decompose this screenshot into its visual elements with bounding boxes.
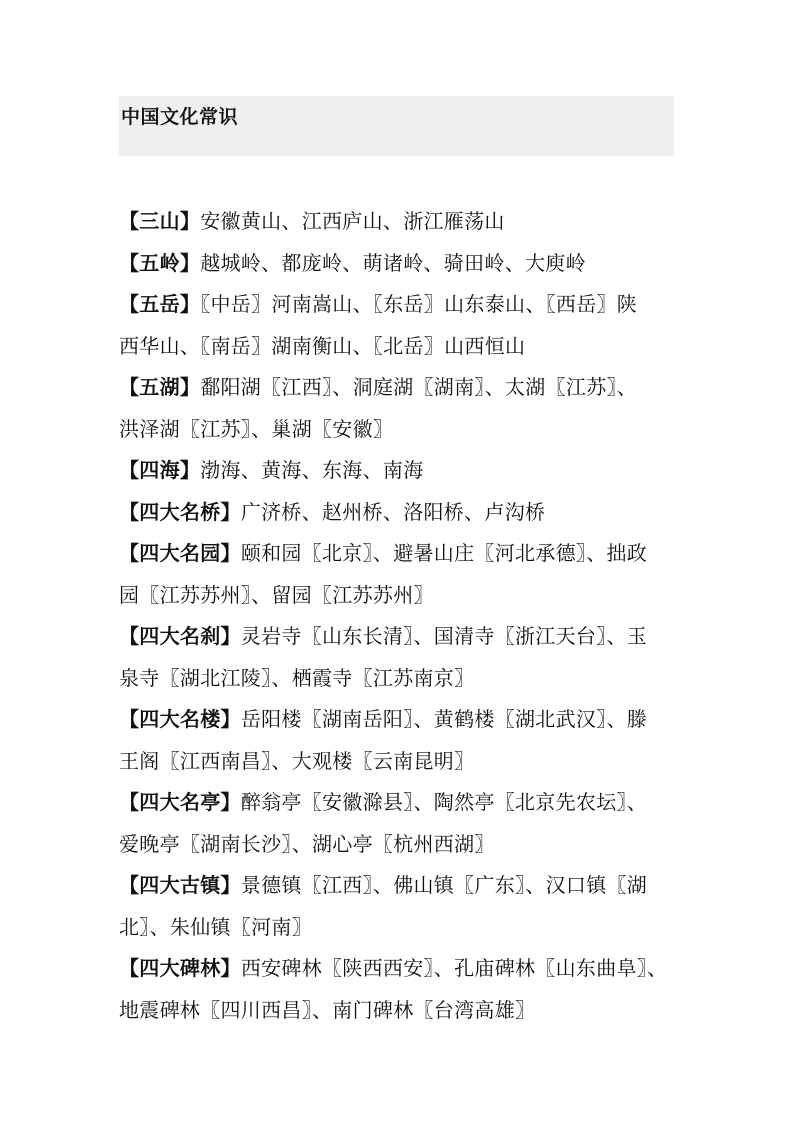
entry-label: 【五岭】 xyxy=(119,250,201,275)
entry-label: 【四大名亭】 xyxy=(119,790,241,814)
entry-label: 【四大名楼】 xyxy=(119,707,241,731)
entry-san-shan xyxy=(119,201,679,243)
entry-line-continued: 园〖江苏苏州〗、留园〖江苏苏州〗 xyxy=(119,582,434,607)
entry-line xyxy=(119,782,679,824)
entry-text: 渤海、黄海、东海、南海 xyxy=(200,458,424,482)
entry-line-continued: 爱晚亭〖湖南长沙〗、湖心亭〖杭州西湖〗 xyxy=(119,831,495,856)
entry-line-continued: 洪泽湖〖江苏〗、巢湖〖安徽〗 xyxy=(119,416,394,441)
entry-line xyxy=(119,492,679,534)
entry-line xyxy=(119,450,679,492)
entry-text: 鄱阳湖〖江西〗、洞庭湖〖湖南〗、太湖〖江苏〗、 xyxy=(200,375,638,399)
entry-text: 安徽黄山、江西庐山、浙江雁荡山 xyxy=(200,209,505,233)
entry-label: 【五岳】 xyxy=(119,292,201,316)
entry-line xyxy=(119,284,679,326)
entry-famous-towers xyxy=(119,699,679,782)
entry-line xyxy=(119,699,679,741)
entry-text: 岳阳楼〖湖南岳阳〗、黄鹤楼〖湖北武汉〗、滕 xyxy=(240,707,648,731)
entry-line-continued: 西华山、〖南岳〗湖南衡山、〖北岳〗山西恒山 xyxy=(119,333,526,358)
entry-label: 【四海】 xyxy=(119,458,201,482)
entry-text: 颐和园〖北京〗、避暑山庄〖河北承德〗、拙政 xyxy=(240,541,648,565)
entry-wu-ling xyxy=(119,243,679,285)
entry-ancient-towns xyxy=(119,865,679,948)
entry-line-continued: 泉寺〖湖北江陵〗、栖霞寺〖江苏南京〗 xyxy=(119,665,475,690)
title-banner xyxy=(119,96,674,156)
entry-label: 【三山】 xyxy=(119,209,201,233)
entry-label: 【四大碑林】 xyxy=(119,956,241,980)
entry-line-continued: 王阁〖江西南昌〗、大观楼〖云南昆明〗 xyxy=(119,748,475,773)
entry-line xyxy=(119,865,679,907)
entry-label: 【四大古镇】 xyxy=(119,873,241,897)
entry-famous-pavilions xyxy=(119,782,679,865)
entry-text: 〖中岳〗河南嵩山、〖东岳〗山东泰山、〖西岳〗陕 xyxy=(200,292,638,316)
entry-text: 醉翁亭〖安徽滁县〗、陶然亭〖北京先农坛〗、 xyxy=(240,790,648,814)
entry-label: 【四大名园】 xyxy=(119,541,241,565)
entry-line-continued: 地震碑林〖四川西昌〗、南门碑林〖台湾高雄〗 xyxy=(119,997,536,1022)
entry-famous-gardens xyxy=(119,533,679,616)
entry-text: 越城岭、都庞岭、萌诸岭、骑田岭、大庾岭 xyxy=(200,250,586,275)
entry-line xyxy=(119,616,679,658)
entry-wu-yue xyxy=(119,284,679,367)
entry-wu-hu xyxy=(119,367,679,450)
entry-label: 【四大名刹】 xyxy=(119,624,241,648)
entry-text: 广济桥、赵州桥、洛阳桥、卢沟桥 xyxy=(240,499,546,524)
page-title: 中国文化常识 xyxy=(121,106,239,128)
entry-line-continued: 北〗、朱仙镇〖河南〗 xyxy=(119,914,312,939)
entry-famous-temples xyxy=(119,616,679,699)
entry-text: 景德镇〖江西〗、佛山镇〖广东〗、汉口镇〖湖 xyxy=(240,873,648,897)
entry-label: 【四大名桥】 xyxy=(119,499,241,524)
entry-stele-forests xyxy=(119,948,679,1031)
entry-line xyxy=(119,243,679,285)
entry-si-hai xyxy=(119,450,679,492)
entry-text: 西安碑林〖陕西西安〗、孔庙碑林〖山东曲阜〗、 xyxy=(240,956,668,980)
document-body xyxy=(119,201,679,1031)
entry-line xyxy=(119,533,679,575)
entry-line xyxy=(119,948,679,990)
entry-text: 灵岩寺〖山东长清〗、国清寺〖浙江天台〗、玉 xyxy=(240,624,648,648)
entry-famous-bridges xyxy=(119,492,679,534)
entry-label: 【五湖】 xyxy=(119,375,201,399)
entry-line xyxy=(119,367,679,409)
entry-line xyxy=(119,201,679,243)
